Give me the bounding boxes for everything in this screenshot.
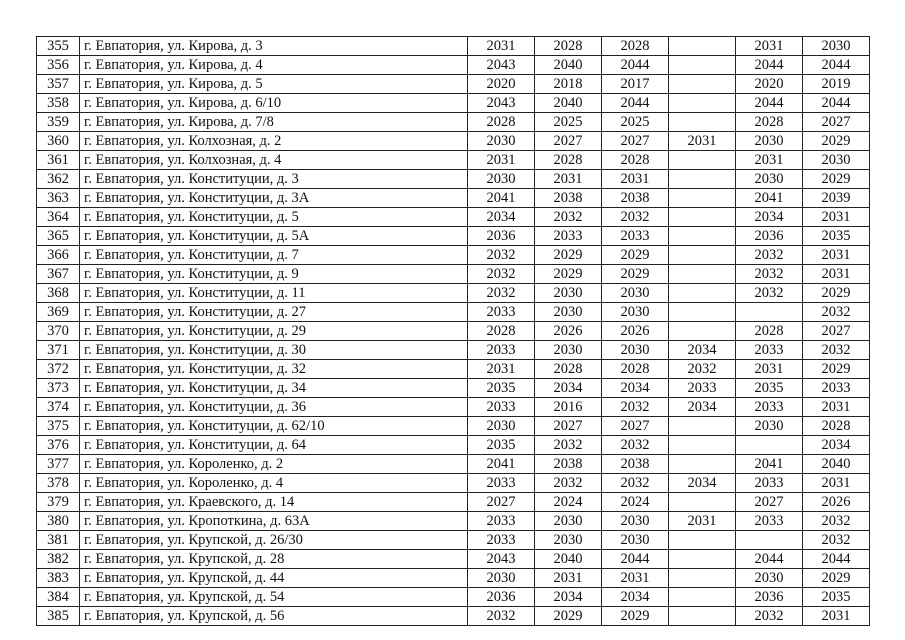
year-col-4 (669, 208, 736, 227)
row-number: 373 (37, 379, 80, 398)
year-col-2: 2040 (535, 56, 602, 75)
year-col-2: 2038 (535, 189, 602, 208)
row-number: 384 (37, 588, 80, 607)
address-cell: г. Евпатория, ул. Конституции, д. 29 (80, 322, 468, 341)
address-cell: г. Евпатория, ул. Крупской, д. 56 (80, 607, 468, 626)
year-col-3: 2028 (602, 151, 669, 170)
year-col-1: 2032 (468, 284, 535, 303)
year-col-5 (736, 436, 803, 455)
year-col-2: 2030 (535, 303, 602, 322)
table-row (37, 417, 870, 436)
table-row (37, 189, 870, 208)
row-number: 362 (37, 170, 80, 189)
year-col-1: 2027 (468, 493, 535, 512)
year-col-4 (669, 607, 736, 626)
table-row (37, 208, 870, 227)
year-col-6: 2029 (803, 170, 870, 189)
year-col-3: 2030 (602, 284, 669, 303)
table-row (37, 284, 870, 303)
year-col-1: 2043 (468, 56, 535, 75)
year-col-4 (669, 56, 736, 75)
address-cell: г. Евпатория, ул. Крупской, д. 54 (80, 588, 468, 607)
year-col-5: 2036 (736, 227, 803, 246)
address-cell: г. Евпатория, ул. Краевского, д. 14 (80, 493, 468, 512)
year-col-3: 2024 (602, 493, 669, 512)
year-col-3: 2044 (602, 56, 669, 75)
address-cell: г. Евпатория, ул. Колхозная, д. 4 (80, 151, 468, 170)
year-col-6: 2029 (803, 284, 870, 303)
table-row (37, 398, 870, 417)
year-col-5: 2036 (736, 588, 803, 607)
year-col-6: 2028 (803, 417, 870, 436)
year-col-3: 2031 (602, 170, 669, 189)
year-col-4 (669, 455, 736, 474)
year-col-6: 2034 (803, 436, 870, 455)
year-col-1: 2035 (468, 436, 535, 455)
year-col-3: 2028 (602, 360, 669, 379)
year-col-4 (669, 588, 736, 607)
row-number: 382 (37, 550, 80, 569)
table-row (37, 341, 870, 360)
address-cell: г. Евпатория, ул. Конституции, д. 34 (80, 379, 468, 398)
year-col-1: 2043 (468, 94, 535, 113)
row-number: 377 (37, 455, 80, 474)
table-row (37, 493, 870, 512)
year-col-3: 2044 (602, 550, 669, 569)
row-number: 378 (37, 474, 80, 493)
year-col-3: 2030 (602, 341, 669, 360)
table-row (37, 303, 870, 322)
row-number: 383 (37, 569, 80, 588)
year-col-4 (669, 303, 736, 322)
row-number: 369 (37, 303, 80, 322)
year-col-3: 2017 (602, 75, 669, 94)
table-row (37, 265, 870, 284)
year-col-4 (669, 550, 736, 569)
address-cell: г. Евпатория, ул. Конституции, д. 27 (80, 303, 468, 322)
address-cell: г. Евпатория, ул. Крупской, д. 28 (80, 550, 468, 569)
year-col-1: 2035 (468, 379, 535, 398)
year-col-4: 2034 (669, 474, 736, 493)
year-col-3: 2029 (602, 607, 669, 626)
year-col-3: 2032 (602, 398, 669, 417)
row-number: 381 (37, 531, 80, 550)
row-number: 358 (37, 94, 80, 113)
address-cell: г. Евпатория, ул. Конституции, д. 11 (80, 284, 468, 303)
year-col-1: 2033 (468, 531, 535, 550)
year-col-2: 2027 (535, 417, 602, 436)
year-col-4 (669, 284, 736, 303)
year-col-4 (669, 37, 736, 56)
row-number: 364 (37, 208, 80, 227)
row-number: 361 (37, 151, 80, 170)
year-col-2: 2031 (535, 170, 602, 189)
year-col-4: 2033 (669, 379, 736, 398)
year-col-3: 2029 (602, 265, 669, 284)
year-col-1: 2033 (468, 474, 535, 493)
year-col-1: 2041 (468, 189, 535, 208)
address-cell: г. Евпатория, ул. Колхозная, д. 2 (80, 132, 468, 151)
year-col-1: 2030 (468, 417, 535, 436)
year-col-6: 2044 (803, 94, 870, 113)
year-col-5: 2034 (736, 208, 803, 227)
year-col-3: 2030 (602, 531, 669, 550)
year-col-5: 2033 (736, 512, 803, 531)
row-number: 376 (37, 436, 80, 455)
year-col-4 (669, 246, 736, 265)
year-col-2: 2028 (535, 37, 602, 56)
table-row (37, 246, 870, 265)
year-col-6: 2029 (803, 360, 870, 379)
address-cell: г. Евпатория, ул. Крупской, д. 26/30 (80, 531, 468, 550)
row-number: 374 (37, 398, 80, 417)
table-row (37, 436, 870, 455)
year-col-6: 2032 (803, 531, 870, 550)
year-col-5: 2044 (736, 56, 803, 75)
year-col-5: 2032 (736, 246, 803, 265)
address-cell: г. Евпатория, ул. Кирова, д. 7/8 (80, 113, 468, 132)
year-col-1: 2031 (468, 360, 535, 379)
table-row (37, 569, 870, 588)
row-number: 367 (37, 265, 80, 284)
year-col-6: 2044 (803, 550, 870, 569)
table-row (37, 360, 870, 379)
year-col-3: 2028 (602, 37, 669, 56)
year-col-5: 2032 (736, 607, 803, 626)
year-col-1: 2033 (468, 512, 535, 531)
address-cell: г. Евпатория, ул. Конституции, д. 3А (80, 189, 468, 208)
year-col-4 (669, 170, 736, 189)
year-col-1: 2031 (468, 37, 535, 56)
year-col-6: 2019 (803, 75, 870, 94)
year-col-2: 2034 (535, 379, 602, 398)
year-col-2: 2030 (535, 284, 602, 303)
year-col-6: 2031 (803, 607, 870, 626)
year-col-6: 2033 (803, 379, 870, 398)
year-col-4: 2031 (669, 132, 736, 151)
table-body (37, 37, 870, 626)
address-cell: г. Евпатория, ул. Короленко, д. 4 (80, 474, 468, 493)
year-col-4 (669, 569, 736, 588)
year-col-4 (669, 265, 736, 284)
year-col-3: 2031 (602, 569, 669, 588)
year-col-5: 2033 (736, 398, 803, 417)
year-col-2: 2030 (535, 512, 602, 531)
year-col-2: 2032 (535, 474, 602, 493)
year-col-6: 2031 (803, 246, 870, 265)
row-number: 366 (37, 246, 80, 265)
year-col-6: 2027 (803, 322, 870, 341)
table-row (37, 56, 870, 75)
table-row (37, 550, 870, 569)
address-cell: г. Евпатория, ул. Кирова, д. 4 (80, 56, 468, 75)
year-col-2: 2031 (535, 569, 602, 588)
table-row (37, 379, 870, 398)
year-col-2: 2040 (535, 550, 602, 569)
year-col-3: 2032 (602, 208, 669, 227)
year-col-1: 2030 (468, 170, 535, 189)
year-col-1: 2032 (468, 246, 535, 265)
row-number: 372 (37, 360, 80, 379)
year-col-5: 2031 (736, 151, 803, 170)
year-col-2: 2018 (535, 75, 602, 94)
year-col-5: 2028 (736, 113, 803, 132)
year-col-5 (736, 531, 803, 550)
year-col-4 (669, 417, 736, 436)
year-col-3: 2026 (602, 322, 669, 341)
year-col-2: 2030 (535, 531, 602, 550)
year-col-4: 2034 (669, 341, 736, 360)
address-cell: г. Евпатория, ул. Кропоткина, д. 63А (80, 512, 468, 531)
year-col-1: 2032 (468, 607, 535, 626)
address-cell: г. Евпатория, ул. Конституции, д. 32 (80, 360, 468, 379)
year-col-5: 2033 (736, 474, 803, 493)
year-col-3: 2034 (602, 379, 669, 398)
year-col-5: 2035 (736, 379, 803, 398)
year-col-2: 2026 (535, 322, 602, 341)
table-row (37, 151, 870, 170)
row-number: 379 (37, 493, 80, 512)
year-col-3: 2032 (602, 436, 669, 455)
year-col-2: 2033 (535, 227, 602, 246)
table-row (37, 474, 870, 493)
year-col-1: 2041 (468, 455, 535, 474)
year-col-5: 2032 (736, 284, 803, 303)
year-col-6: 2027 (803, 113, 870, 132)
year-col-5: 2031 (736, 360, 803, 379)
year-col-2: 2034 (535, 588, 602, 607)
year-col-2: 2032 (535, 208, 602, 227)
address-cell: г. Евпатория, ул. Крупской, д. 44 (80, 569, 468, 588)
row-number: 355 (37, 37, 80, 56)
year-col-2: 2029 (535, 607, 602, 626)
year-col-1: 2043 (468, 550, 535, 569)
row-number: 365 (37, 227, 80, 246)
address-cell: г. Евпатория, ул. Конституции, д. 9 (80, 265, 468, 284)
table-row (37, 588, 870, 607)
year-col-5: 2030 (736, 569, 803, 588)
address-cell: г. Евпатория, ул. Конституции, д. 36 (80, 398, 468, 417)
year-col-5: 2020 (736, 75, 803, 94)
year-col-6: 2044 (803, 56, 870, 75)
address-cell: г. Евпатория, ул. Конституции, д. 30 (80, 341, 468, 360)
year-col-5: 2030 (736, 417, 803, 436)
year-col-3: 2033 (602, 227, 669, 246)
year-col-3: 2034 (602, 588, 669, 607)
year-col-1: 2033 (468, 303, 535, 322)
year-col-3: 2030 (602, 303, 669, 322)
address-cell: г. Евпатория, ул. Конституции, д. 5А (80, 227, 468, 246)
year-col-4: 2034 (669, 398, 736, 417)
year-col-3: 2027 (602, 417, 669, 436)
row-number: 368 (37, 284, 80, 303)
year-col-5: 2041 (736, 189, 803, 208)
year-col-6: 2040 (803, 455, 870, 474)
table-row (37, 607, 870, 626)
row-number: 370 (37, 322, 80, 341)
year-col-2: 2030 (535, 341, 602, 360)
address-cell: г. Евпатория, ул. Конституции, д. 64 (80, 436, 468, 455)
year-col-2: 2032 (535, 436, 602, 455)
row-number: 357 (37, 75, 80, 94)
year-col-1: 2030 (468, 132, 535, 151)
address-cell: г. Евпатория, ул. Кирова, д. 6/10 (80, 94, 468, 113)
row-number: 360 (37, 132, 80, 151)
year-col-5: 2044 (736, 550, 803, 569)
table-row (37, 170, 870, 189)
year-col-1: 2030 (468, 569, 535, 588)
year-col-6: 2031 (803, 474, 870, 493)
year-col-1: 2033 (468, 341, 535, 360)
table-row (37, 75, 870, 94)
address-cell: г. Евпатория, ул. Конституции, д. 3 (80, 170, 468, 189)
year-col-2: 2028 (535, 360, 602, 379)
year-col-3: 2025 (602, 113, 669, 132)
year-col-5: 2028 (736, 322, 803, 341)
year-col-4 (669, 227, 736, 246)
year-col-6: 2031 (803, 265, 870, 284)
table-row (37, 132, 870, 151)
address-cell: г. Евпатория, ул. Конституции, д. 7 (80, 246, 468, 265)
year-col-2: 2040 (535, 94, 602, 113)
year-col-4 (669, 113, 736, 132)
address-cell: г. Евпатория, ул. Кирова, д. 5 (80, 75, 468, 94)
year-col-2: 2027 (535, 132, 602, 151)
year-col-2: 2024 (535, 493, 602, 512)
year-col-1: 2028 (468, 322, 535, 341)
year-col-1: 2033 (468, 398, 535, 417)
year-col-5: 2044 (736, 94, 803, 113)
table-row (37, 94, 870, 113)
year-col-3: 2044 (602, 94, 669, 113)
year-col-4: 2032 (669, 360, 736, 379)
table-row (37, 113, 870, 132)
year-col-6: 2030 (803, 151, 870, 170)
address-cell: г. Евпатория, ул. Кирова, д. 3 (80, 37, 468, 56)
year-col-5: 2031 (736, 37, 803, 56)
year-col-5 (736, 303, 803, 322)
year-col-1: 2036 (468, 588, 535, 607)
year-col-2: 2016 (535, 398, 602, 417)
year-col-5: 2033 (736, 341, 803, 360)
year-col-4 (669, 151, 736, 170)
address-cell: г. Евпатория, ул. Конституции, д. 62/10 (80, 417, 468, 436)
year-col-1: 2034 (468, 208, 535, 227)
year-col-5: 2027 (736, 493, 803, 512)
table-row (37, 531, 870, 550)
year-col-6: 2039 (803, 189, 870, 208)
year-col-4 (669, 436, 736, 455)
table-row (37, 37, 870, 56)
year-col-4: 2031 (669, 512, 736, 531)
year-col-4 (669, 94, 736, 113)
year-col-1: 2031 (468, 151, 535, 170)
year-col-1: 2028 (468, 113, 535, 132)
row-number: 363 (37, 189, 80, 208)
table-row (37, 512, 870, 531)
address-cell: г. Евпатория, ул. Конституции, д. 5 (80, 208, 468, 227)
year-col-4 (669, 493, 736, 512)
year-col-6: 2030 (803, 37, 870, 56)
year-col-3: 2029 (602, 246, 669, 265)
row-number: 371 (37, 341, 80, 360)
year-col-5: 2030 (736, 170, 803, 189)
year-col-6: 2032 (803, 341, 870, 360)
year-col-3: 2038 (602, 189, 669, 208)
year-col-2: 2025 (535, 113, 602, 132)
year-col-1: 2032 (468, 265, 535, 284)
year-col-5: 2041 (736, 455, 803, 474)
year-col-3: 2032 (602, 474, 669, 493)
row-number: 375 (37, 417, 80, 436)
year-col-4 (669, 531, 736, 550)
year-col-3: 2038 (602, 455, 669, 474)
year-col-2: 2028 (535, 151, 602, 170)
year-col-6: 2031 (803, 398, 870, 417)
year-col-2: 2029 (535, 246, 602, 265)
schedule-table (36, 36, 870, 626)
row-number: 385 (37, 607, 80, 626)
year-col-6: 2032 (803, 303, 870, 322)
year-col-5: 2032 (736, 265, 803, 284)
row-number: 356 (37, 56, 80, 75)
year-col-6: 2032 (803, 512, 870, 531)
year-col-6: 2026 (803, 493, 870, 512)
row-number: 359 (37, 113, 80, 132)
year-col-6: 2035 (803, 588, 870, 607)
table-row (37, 322, 870, 341)
table-row (37, 455, 870, 474)
year-col-6: 2029 (803, 569, 870, 588)
year-col-2: 2038 (535, 455, 602, 474)
year-col-3: 2027 (602, 132, 669, 151)
address-cell: г. Евпатория, ул. Короленко, д. 2 (80, 455, 468, 474)
year-col-6: 2031 (803, 208, 870, 227)
year-col-3: 2030 (602, 512, 669, 531)
year-col-6: 2029 (803, 132, 870, 151)
year-col-5: 2030 (736, 132, 803, 151)
row-number: 380 (37, 512, 80, 531)
year-col-1: 2036 (468, 227, 535, 246)
year-col-2: 2029 (535, 265, 602, 284)
year-col-6: 2035 (803, 227, 870, 246)
year-col-4 (669, 75, 736, 94)
year-col-4 (669, 322, 736, 341)
year-col-1: 2020 (468, 75, 535, 94)
year-col-4 (669, 189, 736, 208)
table-row (37, 227, 870, 246)
